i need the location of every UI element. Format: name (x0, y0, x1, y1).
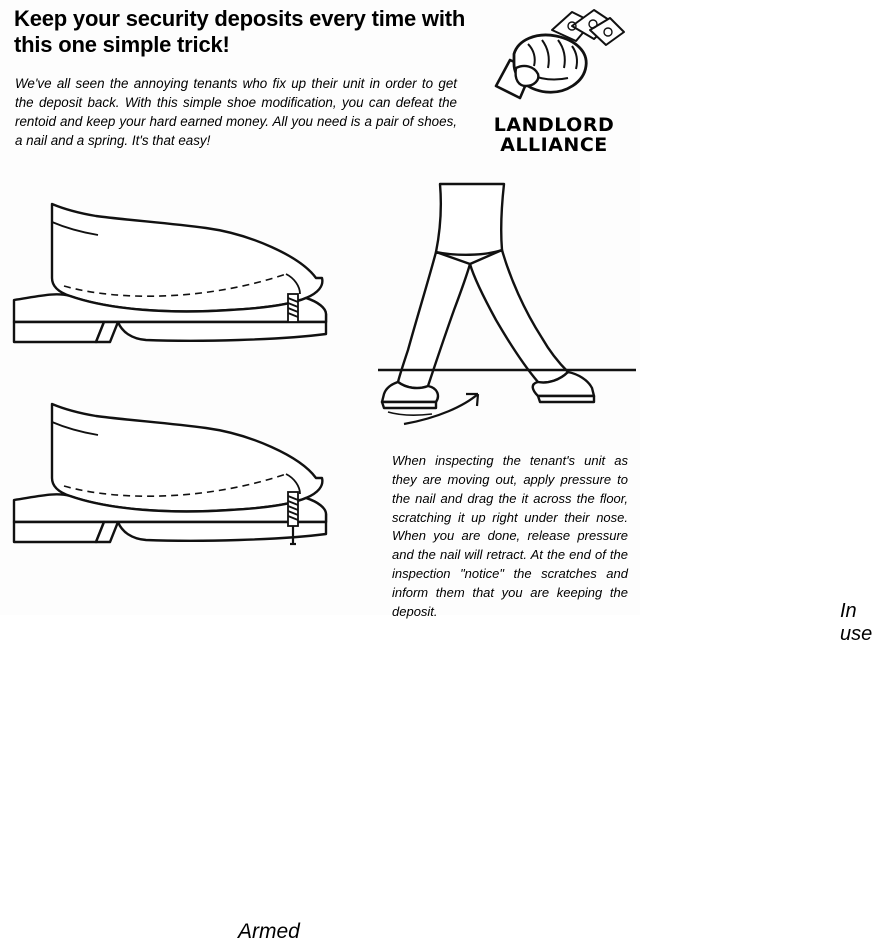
caption-armed: Armed (238, 920, 300, 943)
page-title: Keep your security deposits every time with this one simple trick! (14, 6, 466, 57)
shoe-side-view-nail-armed-icon (0, 382, 352, 567)
header (0, 0, 640, 168)
nail-spring-retracted-icon (288, 294, 298, 322)
shoe-side-view-nail-retracted-icon (0, 182, 352, 367)
figure-shoe-armed (0, 382, 352, 943)
landlord-alliance-logo (480, 8, 628, 158)
scratch-marks-icon (388, 412, 432, 415)
figure-shoe-retracted (0, 182, 352, 367)
logo-line-1: LANDLORD (493, 114, 615, 136)
logo-wordmark (480, 116, 628, 156)
caption-in-use: In use (840, 600, 872, 645)
walking-legs-figure-icon (378, 182, 636, 430)
logo-line-2: ALLIANCE (500, 133, 608, 156)
intro-paragraph: We've all seen the annoying tenants who fix up their unit in order to get the deposit back. With this simple shoe modification, you can defeat the rentoid and keep your hard earned money. All you need is a pair of shoes, a nail and a spring. It's that easy! (15, 76, 457, 149)
fist-holding-money-icon (480, 8, 628, 116)
instructions-paragraph: When inspecting the tenant's unit as they are moving out, apply pressure to the nail and drag the it across the floor, scratching it up right under their nose. When you are done, release pressure and the nail will retract. At the end of the inspection "notice" the scratches and inform them that you are keeping the deposit. (392, 453, 628, 619)
